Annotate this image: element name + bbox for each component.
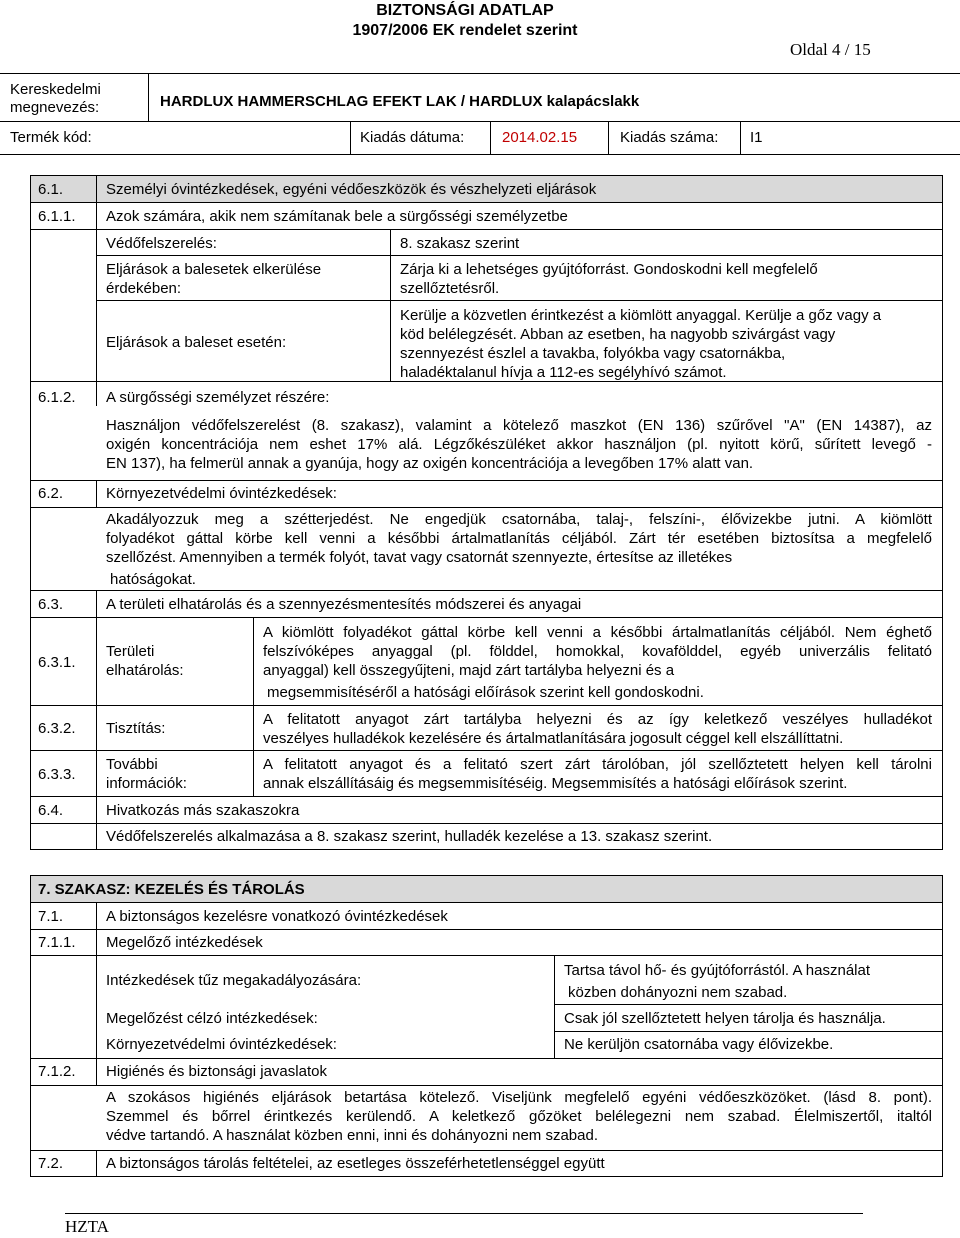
hygiene-text: A szokásos higiénés eljárások betartása kötelező. Viseljünk megfelelő egyéni védőeszközöket. (lásd 8. pont). Szemmel és bőrrel érintkezés kerülendő. A keletkező gőzöket belélegezni nem szabad. Élelmiszertől, italtól védve tartandó. A használat közben enni, inni és dohányozni nem szabad. xyxy=(106,1089,932,1144)
regulation-subtitle: 1907/2006 EK rendelet szerint xyxy=(352,22,578,39)
section-6-3-title: A területi elhatárolás és a szennyezésmentesítés módszerei és anyagai xyxy=(106,596,582,613)
further-info-text: A felitatott anyagot és a felitató szert zárt tárolóban, jól szellőztetett helyen kell tárolni annak elszállításáig és megsemmisítéséig. Megsemmisítés a hatósági előírások szerint. xyxy=(263,756,932,792)
page-number: Oldal 4 / 15 xyxy=(790,40,871,59)
section-7-2-number: 7.2. xyxy=(38,1155,64,1172)
cleaning-text: A felitatott anyagot zárt tartályba helyezni és az így keletkező veszélyes hulladékot veszélyes hulladékok kezelésére és ártalmatlanítására jogosult céggel kell elszállíttatni. xyxy=(263,711,932,747)
accident-prevention-label: Eljárások a balesetek elkerülése érdekében: xyxy=(106,261,322,297)
document-title: BIZTONSÁGI ADATLAP xyxy=(376,2,554,19)
accident-procedure-label: Eljárások a baleset esetén: xyxy=(106,334,287,351)
product-code-label: Termék kód: xyxy=(10,129,92,146)
section-6-3-2-number: 6.3.2. xyxy=(38,720,76,737)
section-7-1-2-number: 7.1.2. xyxy=(38,1063,76,1080)
section-6-1-title: Személyi óvintézkedések, egyéni védőeszközök és vészhelyzeti eljárások xyxy=(106,181,597,198)
cleaning-label: Tisztítás: xyxy=(106,720,166,737)
section-6-4-number: 6.4. xyxy=(38,802,64,819)
section-7-1-1-title: Megelőző intézkedések xyxy=(106,934,263,951)
section-6-2-number: 6.2. xyxy=(38,485,64,502)
section-6-3-number: 6.3. xyxy=(38,596,64,613)
accident-procedure-value: Kerülje a közvetlen érintkezést a kiömlött anyaggal. Kerülje a gőz vagy a köd belélegzését. Abban az esetben, ha nagyobb szivárgást vagy szennyezést észlel a tavakba, folyókba vagy csatornákba, haladéktalanul hívja a 112-es segélyhívó számot. xyxy=(400,307,882,381)
issue-date-label: Kiadás dátuma: xyxy=(360,129,465,146)
section-7-1-1-number: 7.1.1. xyxy=(38,934,76,951)
footer-company: HZTA xyxy=(65,1217,109,1236)
section-6-2-title: Környezetvédelmi óvintézkedések: xyxy=(106,485,337,502)
further-info-label: További információk: xyxy=(106,756,187,792)
ppe-value: 8. szakasz szerint xyxy=(400,235,520,252)
emergency-staff-text: Használjon védőfelszerelést (8. szakasz), valamint a kötelező maszkot (EN 136) szűrővel "A" (EN 14387), az oxigén koncentrációja nem eshet 17% alá. Légzőkészüléket akkor használjon (pl. nyitott körű, sűrített levegő - EN 137), ha felmerül annak a gyanúja, hogy az oxigén koncentrációja a levegőben 17% alatt van. xyxy=(106,417,932,472)
trade-name: HARDLUX HAMMERSCHLAG EFEKT LAK / HARDLUX kalapácslakk xyxy=(160,93,640,110)
environmental-text: Akadályozzuk meg a szétterjedést. Ne engedjük csatornába, talaj-, felszíni-, élővizekbe jutni. A kiömlött folyadékot gáttal körbe kell venni a későbbi ártalmatlanítás céljából. Zárt tér esetében biztosítsa a megfelelő szellőzést. Amennyiben a termék folyót, tavat vagy csatornát szennyezte, értesítse az illetékes hatóságokat. xyxy=(106,511,932,588)
section-6-1-2-title: A sürgősségi személyzet részére: xyxy=(106,389,330,406)
section-7-1-number: 7.1. xyxy=(38,908,64,925)
issue-date: 2014.02.15 xyxy=(502,129,578,146)
section-6-1-2-number: 6.1.2. xyxy=(38,389,76,406)
environmental-measures-value: Ne kerüljön csatornába vagy élővizekbe. xyxy=(564,1036,834,1053)
section-7-1-2-title: Higiénés és biztonsági javaslatok xyxy=(106,1063,327,1080)
section-6-1-1-title: Azok számára, akik nem számítanak bele a sürgősségi személyzetbe xyxy=(106,208,568,225)
issue-number-label: Kiadás száma: xyxy=(620,129,719,146)
fire-prevention-label: Intézkedések tűz megakadályozására: xyxy=(106,972,362,989)
containment-text: A kiömlött folyadékot gáttal körbe kell venni a későbbi ártalmatlanítás céljából. Nem éghető felszívóképes anyaggal (pl. földdel, homokkal, kovafölddel, egyéb univerzális felitató anyaggal) kell összegyűjteni, majd zárt tartályba helyezni és a megsemmisítéséről a hatósági előírások szerint kell gondoskodni. xyxy=(263,624,932,701)
containment-label: Területi elhatárolás: xyxy=(106,643,184,679)
section-6-3-3-number: 6.3.3. xyxy=(38,766,76,783)
ppe-label: Védőfelszerelés: xyxy=(106,235,217,252)
prevention-measures-value: Csak jól szellőztetett helyen tárolja és használja. xyxy=(564,1010,886,1027)
accident-prevention-value: Zárja ki a lehetséges gyújtóforrást. Gondoskodni kell megfelelő szellőztetésről. xyxy=(400,261,818,297)
trade-name-label: Kereskedelmi megnevezés: xyxy=(10,81,101,116)
issue-number: I1 xyxy=(750,129,763,146)
section-6-1-1-number: 6.1.1. xyxy=(38,208,76,225)
fire-prevention-value: Tartsa távol hő- és gyújtóforrástól. A használat közben dohányozni nem szabad. xyxy=(564,962,870,1001)
section-7-title: 7. SZAKASZ: KEZELÉS ÉS TÁROLÁS xyxy=(38,881,305,898)
section-7-2-title: A biztonságos tárolás feltételei, az esetleges összeférhetetlenséggel együtt xyxy=(106,1155,605,1172)
section-6-4-title: Hivatkozás más szakaszokra xyxy=(106,802,300,819)
environmental-measures-label: Környezetvédelmi óvintézkedések: xyxy=(106,1036,337,1053)
prevention-measures-label: Megelőzést célzó intézkedések: xyxy=(106,1010,318,1027)
section-6-4-text: Védőfelszerelés alkalmazása a 8. szakasz szerint, hulladék kezelése a 13. szakasz szerint. xyxy=(106,828,713,845)
section-6-3-1-number: 6.3.1. xyxy=(38,654,76,671)
section-7-1-title: A biztonságos kezelésre vonatkozó óvintézkedések xyxy=(106,908,448,925)
section-6-1-number: 6.1. xyxy=(38,181,64,198)
